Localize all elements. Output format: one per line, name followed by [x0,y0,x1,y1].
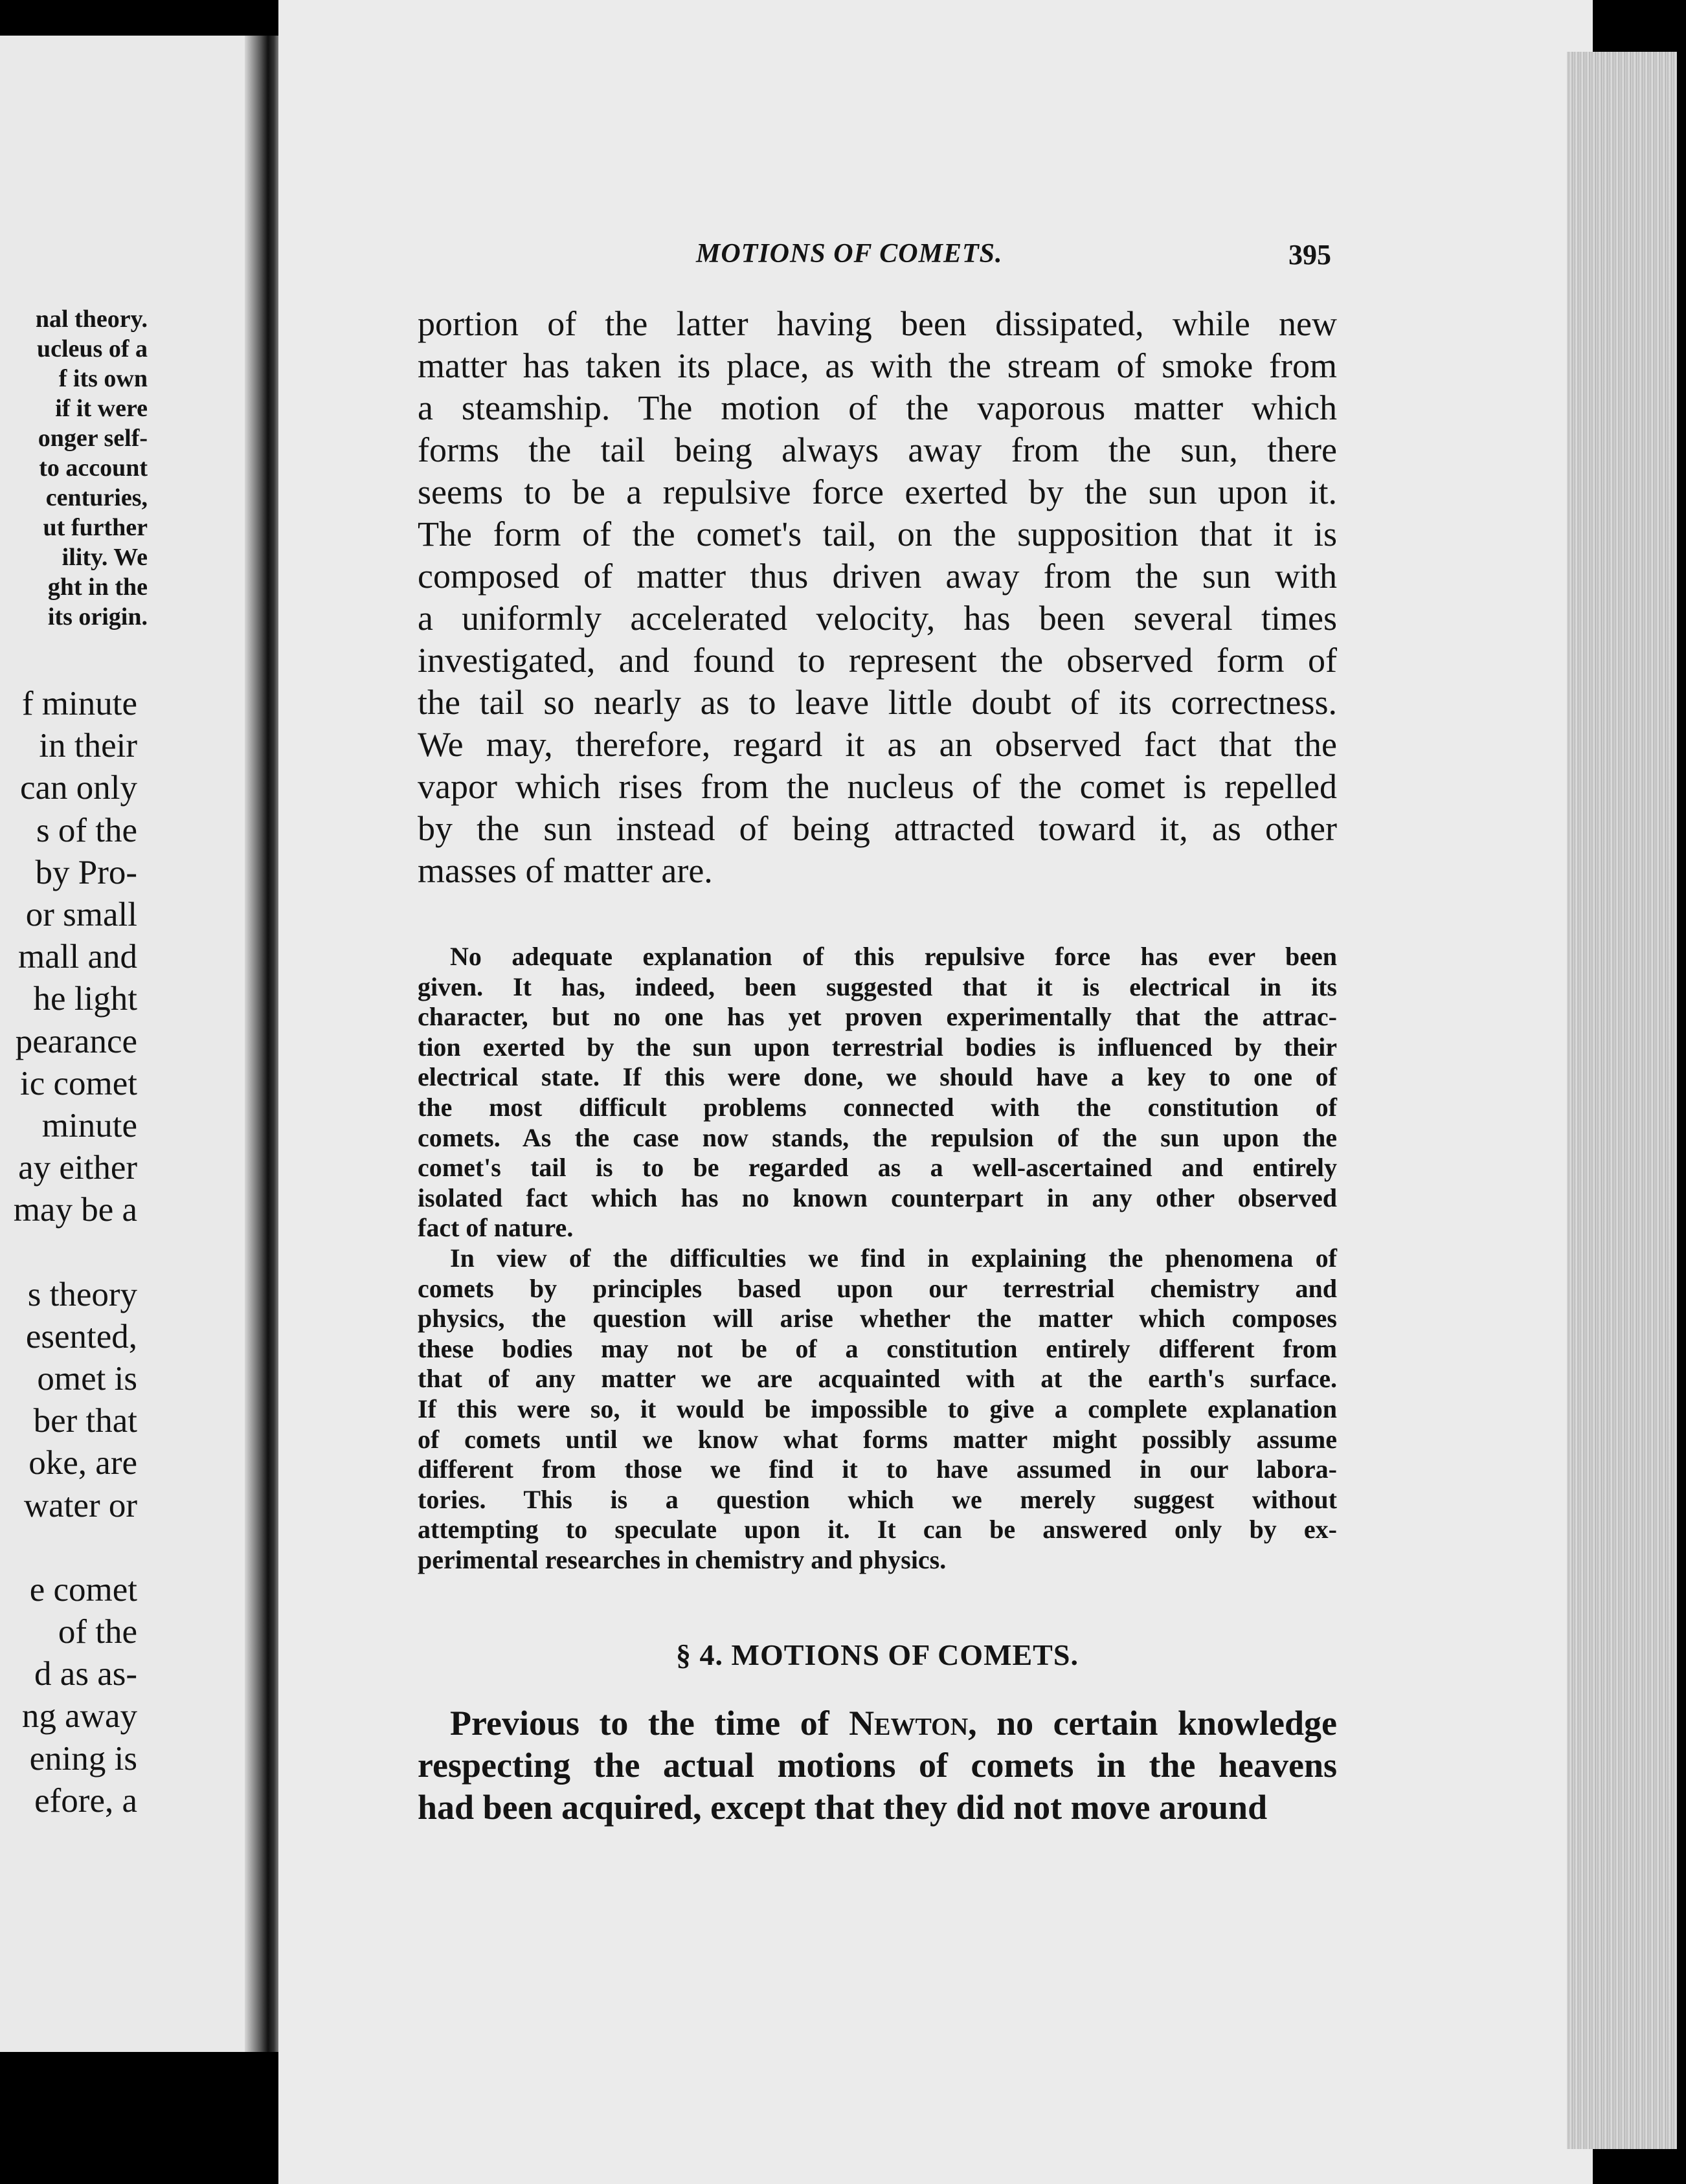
body-line: We may, therefore, regard it as an observed fact that the [418,725,1337,764]
left-page-line: oke, are [28,1444,137,1482]
body-line: composed of matter thus driven away from the sun with [418,557,1337,596]
left-page-line: or small [25,896,137,934]
left-page-line: mall and [18,938,137,976]
left-page-line: ay either [18,1149,137,1187]
left-page-line: minute [41,1107,137,1145]
final-paragraph-line: Previous to the time of Newton, no certain knowledge [450,1704,1337,1743]
left-page-line: may be a [13,1191,137,1229]
left-page-line: in their [39,727,137,765]
left-page-line: ening is [29,1739,137,1777]
final-paragraph-line: had been acquired, except that they did not move around [418,1788,1268,1827]
small-print-line: physics, the question will arise whether the matter which composes [418,1304,1337,1333]
page-edges [1567,52,1677,2149]
left-page-line: can only [19,769,137,807]
section-heading: § 4. MOTIONS OF COMETS. [676,1638,1079,1671]
book-gutter [245,36,284,2052]
body-line: investigated, and found to represent the observed form of [418,641,1337,680]
body-line: vapor which rises from the nucleus of the comet is repelled [418,767,1337,806]
small-print-line: given. It has, indeed, been suggested that it is electrical in its [418,972,1337,1001]
page-number: 395 [1288,239,1331,271]
left-page-line: esented, [25,1317,137,1355]
left-page-line: ber that [33,1402,137,1440]
left-page-line: to account [39,454,148,482]
small-print-line: different from those we find it to have assumed in our labora- [418,1454,1337,1484]
left-page-line: nal theory. [35,306,148,333]
small-print-line: that of any matter we are acquainted with at the earth's surface. [418,1364,1337,1394]
body-line: a uniformly accelerated velocity, has been several times [418,599,1337,638]
body-line: The form of the comet's tail, on the supposition that it is [418,515,1337,553]
body-line: seems to be a repulsive force exerted by the sun upon it. [418,473,1337,511]
small-print-line: comet's tail is to be regarded as a well-ascertained and entirely [418,1153,1337,1183]
small-print-block [418,942,1337,1575]
left-page-line: by Pro- [35,853,137,891]
small-print-line: fact of nature. [418,1213,574,1243]
left-page-line: ut further [43,514,148,541]
body-line: matter has taken its place, as with the stream of smoke from [418,346,1337,385]
left-page-line: efore, a [34,1781,137,1820]
small-print-line: If this were so, it would be impossible to give a complete explanation [418,1394,1337,1423]
left-page-line: s of the [36,811,137,849]
left-page-line: s theory [27,1275,137,1313]
left-page-line [0,1527,137,1569]
small-print-line: comets. As the case now stands, the repulsion of the sun upon the [418,1122,1337,1152]
body-line: by the sun instead of being attracted toward it, as other [418,809,1337,848]
small-print-line: tion exerted by the sun upon terrestrial bodies is influenced by their [418,1032,1337,1062]
left-page-line: ic comet [20,1064,137,1102]
left-page-line: e comet [29,1570,137,1609]
left-page-line: if it were [55,395,148,422]
body-line: portion of the latter having been dissipated, while new [418,304,1337,343]
small-print-line: the most difficult problems connected with the constitution of [418,1092,1337,1122]
left-page-line: ility. We [62,544,148,571]
small-print-line: electrical state. If this were done, we should have a key to one of [418,1062,1337,1092]
left-page-line: omet is [37,1360,137,1398]
left-page-line: d as as- [34,1655,137,1693]
left-page-line: f minute [21,685,137,722]
small-paragraph-1 [418,942,1337,1243]
small-print-line: isolated fact which has no known counterpart in any other observed [418,1183,1337,1212]
left-page-line: water or [23,1486,137,1524]
left-page-line [0,1232,137,1274]
small-print-line: No adequate explanation of this repulsive force has ever been [450,942,1337,971]
small-paragraph-2 [418,1243,1337,1576]
final-paragraph-line: respecting the actual motions of comets in the heavens [418,1746,1337,1785]
left-page-large-text [0,683,137,1822]
small-print-line: comets by principles based upon our terrestrial chemistry and [418,1273,1337,1303]
left-page-small-text [0,304,148,632]
name-newton: Newton [849,1704,969,1743]
small-print-line: attempting to speculate upon it. It can be answered only by ex- [418,1515,1337,1544]
left-page-line: centuries, [45,484,148,511]
left-page-line: f its own [58,365,148,392]
body-line: masses of matter are. [418,851,713,890]
left-page-line: of the [58,1613,137,1651]
running-head: MOTIONS OF COMETS. [696,239,1003,269]
body-line: a steamship. The motion of the vaporous matter which [418,388,1337,427]
small-print-line: In view of the difficulties we find in explaining the phenomena of [450,1243,1337,1273]
left-page-line: onger self- [38,425,148,452]
small-print-line: character, but no one has yet proven experimentally that the attrac- [418,1002,1337,1032]
left-page-line: he light [33,980,137,1018]
small-print-line: these bodies may not be of a constitution entirely different from [418,1333,1337,1363]
body-paragraph [418,303,1337,892]
small-print-line: tories. This is a question which we merely suggest without [418,1484,1337,1514]
small-print-line: of comets until we know what forms matter might possibly assume [418,1424,1337,1454]
left-page-line: pearance [15,1022,137,1060]
final-paragraph [418,1702,1337,1829]
left-page-line: ucleus of a [37,335,148,362]
left-page-line: its origin. [47,603,148,630]
body-line: forms the tail being always away from the sun, there [418,430,1337,469]
body-line: the tail so nearly as to leave little doubt of its correctness. [418,683,1337,722]
small-print-line: perimental researches in chemistry and physics. [418,1544,947,1574]
left-page-line: ght in the [47,574,148,601]
left-page-line: ng away [21,1697,137,1735]
